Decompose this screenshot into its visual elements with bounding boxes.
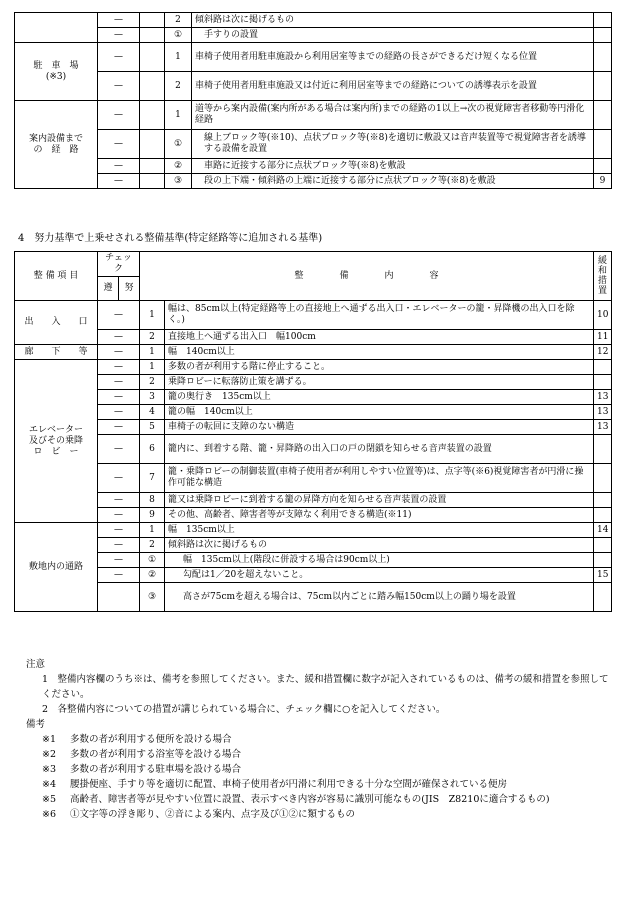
check-cell[interactable]: — <box>98 464 140 493</box>
note-item: 1 整備内容欄のうち※は、備考を参照してください。また、緩和措置欄に数字が記入されているものは、備考の緩和措置を参照してください。 <box>42 674 609 700</box>
check-cell[interactable]: — <box>98 420 140 435</box>
check-cell[interactable]: — <box>98 405 140 420</box>
item-content: 幅 140cm以上 <box>165 345 594 360</box>
check-compliance-cell[interactable]: — <box>98 174 140 189</box>
relief-cell <box>594 583 612 612</box>
item-content: 籠の幅 140cm以上 <box>165 405 594 420</box>
item-number: ③ <box>165 174 192 189</box>
remark-item: ※6 ①文字等の浮き彫り、②音による案内、点字及び①②に類するもの <box>42 809 356 820</box>
group-label-parking: 駐 車 場 (※3) <box>15 43 98 101</box>
remarks-title: 備考 <box>26 719 46 730</box>
remark-item: ※5 高齢者、障害者等が見やすい位置に設置、表示すべき内容が容易に識別可能なもの(JIS Z8210に適合するもの) <box>42 794 550 805</box>
check-cell[interactable]: — <box>98 390 140 405</box>
header-relief: 緩 和 措 置 <box>594 252 612 301</box>
check-cell[interactable]: — <box>98 435 140 464</box>
check-cell[interactable]: — <box>98 345 140 360</box>
group-label-elevator: エレベーター 及びその乗降 ロ ビ ー <box>15 360 98 523</box>
table-row <box>15 508 612 523</box>
item-content: 車路に近接する部分に点状ブロック等(※8)を敷設 <box>192 159 594 174</box>
item-content: 手すりの設置 <box>192 28 594 43</box>
relief-cell: 15 <box>594 568 612 583</box>
item-number: 1 <box>140 345 165 360</box>
check-cell[interactable]: — <box>98 493 140 508</box>
item-number: 2 <box>165 72 192 101</box>
item-number: 4 <box>140 405 165 420</box>
remark-item: ※4 腰掛便座、手すり等を適切に配置、車椅子使用者が円滑に利用できる十分な空間が確保されている便房 <box>42 779 508 790</box>
check-compliance-cell[interactable]: — <box>98 43 140 72</box>
relief-cell <box>594 360 612 375</box>
relief-cell <box>594 159 612 174</box>
relief-cell <box>594 101 612 130</box>
check-compliance-cell[interactable]: — <box>98 13 140 28</box>
relief-cell <box>594 464 612 493</box>
item-number: ① <box>140 553 165 568</box>
check-effort-cell[interactable] <box>140 28 165 43</box>
item-content: 道等から案内設備(案内所がある場合は案内所)までの経路の1以上→次の視覚障害者移動等円滑化経路 <box>192 101 594 130</box>
check-cell[interactable]: — <box>98 538 140 553</box>
check-effort-cell[interactable] <box>140 72 165 101</box>
check-effort-cell[interactable] <box>140 13 165 28</box>
group-label-empty <box>15 13 98 43</box>
item-number: ③ <box>140 583 165 612</box>
table-row <box>15 405 612 420</box>
relief-cell <box>594 43 612 72</box>
item-number: 1 <box>140 360 165 375</box>
notes-title: 注意 <box>26 659 46 670</box>
check-effort-cell[interactable] <box>140 174 165 189</box>
item-number: 6 <box>140 435 165 464</box>
relief-cell: 14 <box>594 523 612 538</box>
relief-cell: 12 <box>594 345 612 360</box>
table-row <box>15 28 612 43</box>
relief-cell <box>594 72 612 101</box>
table-row <box>15 159 612 174</box>
group-label-corridor: 廊 下 等 <box>15 345 98 360</box>
table-row <box>15 420 612 435</box>
relief-cell: 13 <box>594 405 612 420</box>
check-cell[interactable]: — <box>98 375 140 390</box>
item-number: 1 <box>165 101 192 130</box>
group-label-site-path: 敷地内の通路 <box>15 523 98 612</box>
item-content: 直接地上へ通ずる出入口 幅100cm <box>165 330 594 345</box>
group-label-guide-route: 案内設備まで の 経 路 <box>15 101 98 189</box>
item-number: 5 <box>140 420 165 435</box>
item-content: 車椅子使用者用駐車施設から利用居室等までの経路の長さができるだけ短くなる位置 <box>192 43 594 72</box>
item-number: ① <box>165 130 192 159</box>
remark-item: ※3 多数の者が利用する駐車場を設ける場合 <box>42 764 242 775</box>
relief-cell <box>594 508 612 523</box>
item-number: ② <box>165 159 192 174</box>
table-row <box>15 493 612 508</box>
item-content: 籠の奥行き 135cm以上 <box>165 390 594 405</box>
relief-cell <box>594 28 612 43</box>
relief-cell <box>594 435 612 464</box>
relief-cell <box>594 13 612 28</box>
item-content: 勾配は1／20を超えないこと。 <box>165 568 594 583</box>
group-label-entrance: 出 入 口 <box>15 301 98 345</box>
check-effort-cell[interactable] <box>140 130 165 159</box>
note-item: 2 各整備内容についての措置が講じられている場合に、チェック欄に○を記入してください。 <box>42 704 446 715</box>
relief-cell <box>594 553 612 568</box>
table-row <box>15 174 612 189</box>
check-effort-cell[interactable] <box>140 43 165 72</box>
effort-standards-table <box>14 251 612 612</box>
item-content: 幅 135cm以上 <box>165 523 594 538</box>
table-row <box>15 568 612 583</box>
check-cell[interactable]: — <box>98 568 140 583</box>
check-cell[interactable]: — <box>98 330 140 345</box>
item-content: 線上ブロック等(※10)、点状ブロック等(※8)を適切に敷設又は音声装置等で視覚障害者を誘導する設備を設置 <box>192 130 594 159</box>
item-content: 車椅子の転回に支障のない構造 <box>165 420 594 435</box>
table-row <box>15 301 612 330</box>
item-number: 2 <box>140 538 165 553</box>
item-number: 1 <box>165 43 192 72</box>
item-content: 傾斜路は次に掲げるもの <box>192 13 594 28</box>
item-number: 8 <box>140 493 165 508</box>
check-cell[interactable]: — <box>98 301 140 330</box>
item-content: 車椅子使用者用駐車施設又は付近に利用居室等までの経路についての誘導表示を設置 <box>192 72 594 101</box>
table-row <box>15 390 612 405</box>
item-content: 多数の者が利用する階に停止すること。 <box>165 360 594 375</box>
item-content: 籠又は乗降ロビーに到着する籠の昇降方向を知らせる音声装置の設置 <box>165 493 594 508</box>
item-number: 3 <box>140 390 165 405</box>
item-number: 1 <box>140 523 165 538</box>
item-content: 乗降ロビーに転落防止策を講ずる。 <box>165 375 594 390</box>
relief-cell: 11 <box>594 330 612 345</box>
remark-item: ※1 多数の者が利用する便所を設ける場合 <box>42 734 232 745</box>
check-effort-cell[interactable] <box>140 101 165 130</box>
item-content: その他、高齢者、障害者等が支障なく利用できる構造(※11) <box>165 508 594 523</box>
table-row <box>15 464 612 493</box>
check-cell[interactable]: — <box>98 523 140 538</box>
check-compliance-cell[interactable]: — <box>98 101 140 130</box>
table-row <box>15 435 612 464</box>
item-number: 2 <box>140 330 165 345</box>
table-row <box>15 43 612 72</box>
header-item: 整 備 項 目 <box>15 252 98 301</box>
table-row <box>15 375 612 390</box>
header-check: チェック <box>98 252 140 277</box>
item-content: 段の上下端・傾斜路の上端に近接する部分に点状ブロック等(※8)を敷設 <box>192 174 594 189</box>
header-effort: 努 <box>119 277 140 301</box>
item-number: 2 <box>140 375 165 390</box>
table-row <box>15 330 612 345</box>
table-row <box>15 583 612 612</box>
table-row <box>15 130 612 159</box>
item-content: 籠内に、到着する階、籠・昇降路の出入口の戸の閉鎖を知らせる音声装置の設置 <box>165 435 594 464</box>
table-header-row <box>15 252 612 277</box>
relief-cell: 13 <box>594 390 612 405</box>
relief-cell <box>594 375 612 390</box>
item-number: 9 <box>140 508 165 523</box>
table-row <box>15 101 612 130</box>
table-row <box>15 345 612 360</box>
check-cell[interactable]: — <box>98 508 140 523</box>
item-number: 2 <box>165 13 192 28</box>
relief-cell: 10 <box>594 301 612 330</box>
check-compliance-cell[interactable]: — <box>98 159 140 174</box>
item-number: ① <box>165 28 192 43</box>
table-row <box>15 360 612 375</box>
relief-cell: 9 <box>594 174 612 189</box>
table-row <box>15 553 612 568</box>
relief-cell <box>594 493 612 508</box>
check-compliance-cell[interactable]: — <box>98 72 140 101</box>
item-content: 幅は、85cm以上(特定経路等上の直接地上へ通ずる出入口・エレベーターの籠・昇降機の出入口を除く。) <box>165 301 594 330</box>
item-content: 幅 135cm以上(階段に併設する場合は90cm以上) <box>165 553 594 568</box>
top-standards-table <box>14 12 612 189</box>
relief-cell <box>594 130 612 159</box>
header-content: 整 備 内 容 <box>140 252 594 301</box>
item-number: ② <box>140 568 165 583</box>
check-cell[interactable] <box>98 583 140 612</box>
check-compliance-cell[interactable]: — <box>98 130 140 159</box>
item-number: 1 <box>140 301 165 330</box>
relief-cell <box>594 538 612 553</box>
item-content: 籠・乗降ロビーの制御装置(車椅子使用者が利用しやすい位置等)は、点字等(※6)視覚障害者が円滑に操作可能な構造 <box>165 464 594 493</box>
table-row <box>15 523 612 538</box>
notes-section <box>26 657 616 822</box>
check-effort-cell[interactable] <box>140 159 165 174</box>
remark-item: ※2 多数の者が利用する浴室等を設ける場合 <box>42 749 242 760</box>
check-cell[interactable]: — <box>98 553 140 568</box>
table-row <box>15 72 612 101</box>
section-4-title: 4 努力基準で上乗せされる整備基準(特定経路等に追加される基準) <box>18 233 323 244</box>
item-content: 高さが75cmを超える場合は、75cm以内ごとに踏み幅150cm以上の踊り場を設置 <box>165 583 594 612</box>
relief-cell: 13 <box>594 420 612 435</box>
item-number: 7 <box>140 464 165 493</box>
check-compliance-cell[interactable]: — <box>98 28 140 43</box>
table-row <box>15 13 612 28</box>
table-row <box>15 538 612 553</box>
item-content: 傾斜路は次に掲げるもの <box>165 538 594 553</box>
header-compliance: 遵 <box>98 277 119 301</box>
check-cell[interactable]: — <box>98 360 140 375</box>
